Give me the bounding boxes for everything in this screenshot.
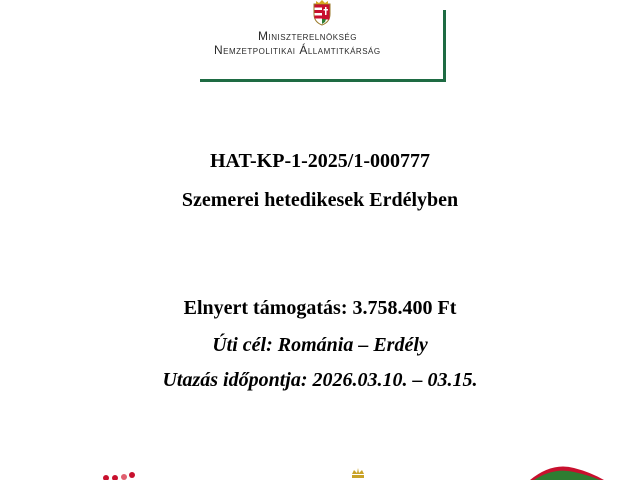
- hills-logo-icon: [530, 462, 604, 480]
- header-frame-vertical: [443, 10, 446, 82]
- reference-number: HAT-KP-1-2025/1-000777: [210, 150, 430, 172]
- project-title: Szemerei hetedikesek Erdélyben: [181, 189, 459, 211]
- ministry-header: [200, 0, 446, 82]
- ministry-name: Miniszterelnökség: [258, 29, 357, 43]
- destination: Úti cél: Románia – Erdély: [212, 334, 428, 356]
- grant-amount: Elnyert támogatás: 3.758.400 Ft: [183, 297, 457, 319]
- header-frame-horizontal: [200, 79, 446, 82]
- hungarian-coat-of-arms-icon: [310, 0, 334, 26]
- secretariat-name: Nemzetpolitikai Államtitkárság: [214, 43, 381, 57]
- crown-logo-icon: [348, 462, 368, 480]
- dots-logo-icon: [84, 462, 140, 480]
- travel-dates: Utazás időpontja: 2026.03.10. – 03.15.: [162, 369, 478, 391]
